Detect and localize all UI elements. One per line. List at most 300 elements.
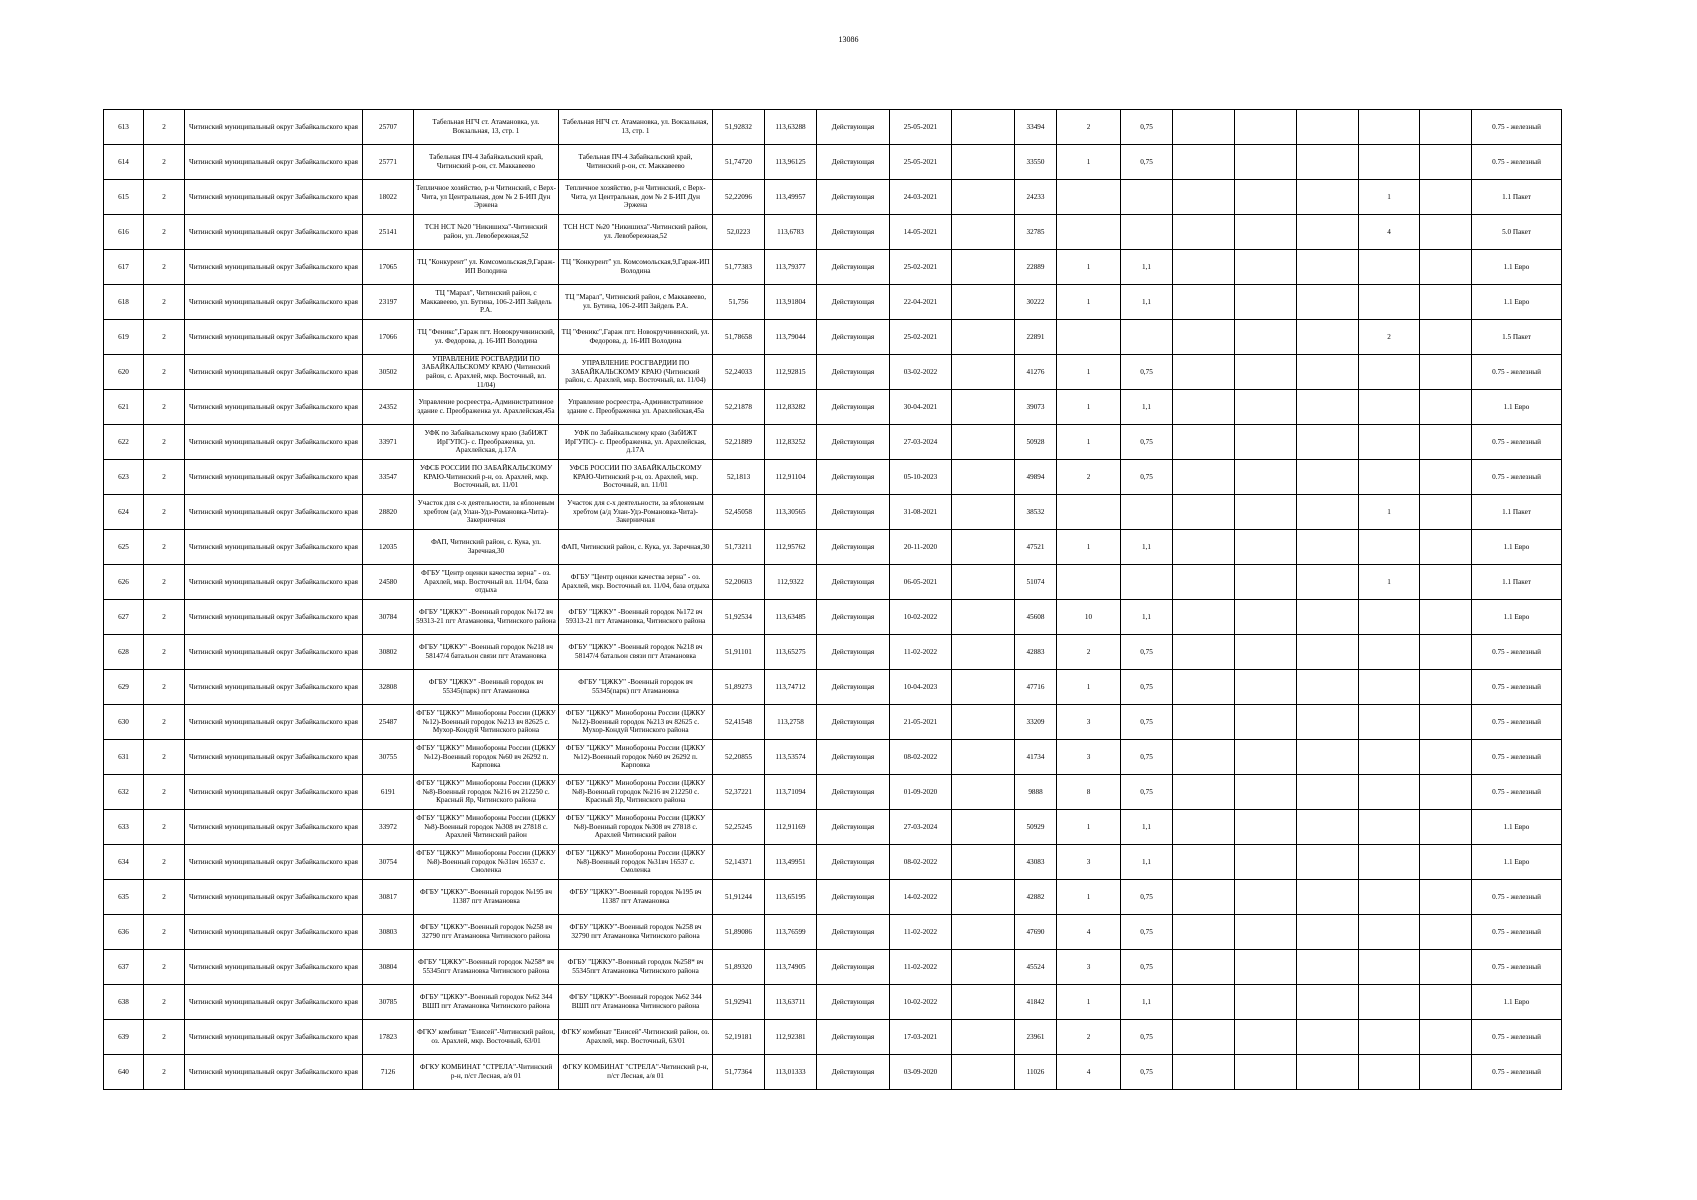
table-cell (414, 915, 559, 950)
cell-text: 0.75 - железный (1492, 927, 1541, 936)
table-cell (952, 530, 1015, 565)
table-cell: Действующая (817, 810, 890, 845)
table-cell: 05-10-2023 (890, 460, 952, 495)
cell-text: ФГБУ "ЦЖКУ" -Военный городок вч 55345(парк) пгт Атамановка (428, 678, 544, 695)
table-cell (1173, 425, 1235, 460)
table-cell: 31-08-2021 (890, 495, 952, 530)
cell-text: Управление росреестра,-Административное здание с. Преображенка ул. Арахлейская,45а (417, 398, 555, 415)
table-cell (1173, 145, 1235, 180)
table-cell (1121, 565, 1173, 600)
table-cell (559, 180, 713, 215)
table-cell: 4 (1057, 1055, 1121, 1090)
table-row (104, 985, 1562, 1020)
table-cell (1235, 110, 1297, 145)
table-cell (1297, 1055, 1359, 1090)
table-cell (952, 740, 1015, 775)
table-cell (414, 1055, 559, 1090)
cell-text: Читинский муниципальный округ Забайкальского края (189, 612, 358, 621)
table-cell: 2 (144, 565, 185, 600)
table-cell (1472, 775, 1562, 810)
table-cell (1359, 145, 1420, 180)
table-cell (1297, 565, 1359, 600)
cell-text: Табельная НГЧ ст. Атамановка, ул. Вокзальная, 13, стр. 1 (432, 118, 540, 135)
table-cell (952, 880, 1015, 915)
table-cell (185, 145, 363, 180)
table-row (104, 775, 1562, 810)
cell-text: ФГБУ "ЦЖКУ"-Военный городок №258* вч 55345пгт Атамановка Читинского района (418, 958, 554, 975)
table-cell (1297, 775, 1359, 810)
table-cell: 17065 (363, 250, 414, 285)
table-row (104, 320, 1562, 355)
table-cell: 52,45058 (713, 495, 765, 530)
table-cell: 33494 (1015, 110, 1057, 145)
table-cell (1235, 880, 1297, 915)
table-cell: 7126 (363, 1055, 414, 1090)
table-cell: 1 (1057, 530, 1121, 565)
table-cell (952, 425, 1015, 460)
cell-text: ФГБУ "ЦЖКУ" Минобороны России (ЦЖКУ №12)-Военный городок №213 вч 82625 с. Мухор-Кондуй Читинского района (416, 709, 556, 735)
table-cell (414, 1020, 559, 1055)
table-cell (1173, 390, 1235, 425)
cell-text: ФГБУ "ЦЖКУ" Минобороны России (ЦЖКУ №8)-Военный городок №216 вч 212250 с. Красный Яр, Читинского района (565, 779, 706, 805)
table-cell: Действующая (817, 530, 890, 565)
table-cell (1420, 880, 1472, 915)
table-cell: 2 (1057, 1020, 1121, 1055)
table-cell: 25-05-2021 (890, 145, 952, 180)
table-cell (1235, 495, 1297, 530)
table-cell (1359, 250, 1420, 285)
table-cell (414, 250, 559, 285)
table-cell (414, 775, 559, 810)
table-cell: 637 (104, 950, 144, 985)
table-cell (1420, 915, 1472, 950)
table-cell (1472, 110, 1562, 145)
table-cell (185, 460, 363, 495)
table-cell: 10 (1057, 600, 1121, 635)
table-cell: 626 (104, 565, 144, 600)
table-cell: 10-02-2022 (890, 600, 952, 635)
table-cell (559, 215, 713, 250)
table-cell (1472, 635, 1562, 670)
table-cell: Действующая (817, 460, 890, 495)
cell-text: ФГБУ "ЦЖКУ"-Военный городок №258 вч 32790 пгт Атамановка Читинского района (419, 923, 553, 940)
table-cell: 631 (104, 740, 144, 775)
cell-text: Читинский муниципальный округ Забайкальского края (189, 402, 358, 411)
table-cell: 41842 (1015, 985, 1057, 1020)
table-cell: 45524 (1015, 950, 1057, 985)
table-cell: 0,75 (1121, 670, 1173, 705)
table-cell (185, 915, 363, 950)
table-cell (1297, 355, 1359, 390)
table-cell (1472, 355, 1562, 390)
table-cell: 10-04-2023 (890, 670, 952, 705)
cell-text: Читинский муниципальный округ Забайкальского края (189, 822, 358, 831)
table-cell: 23961 (1015, 1020, 1057, 1055)
table-cell: 51,756 (713, 285, 765, 320)
table-cell (952, 180, 1015, 215)
table-cell (1057, 215, 1121, 250)
table-cell (1359, 810, 1420, 845)
table-cell (1420, 390, 1472, 425)
table-cell (1173, 740, 1235, 775)
table-cell: 51,92534 (713, 600, 765, 635)
table-cell (952, 320, 1015, 355)
table-cell (1297, 950, 1359, 985)
table-row (104, 215, 1562, 250)
table-cell (414, 425, 559, 460)
table-cell (1173, 215, 1235, 250)
table-cell (1420, 705, 1472, 740)
table-cell: 2 (144, 390, 185, 425)
table-cell (1121, 320, 1173, 355)
cell-text: УПРАВЛЕНИЕ РОСГВАРДИИ ПО ЗАБАЙКАЛЬСКОМУ КРАЮ (Читинский район, с. Арахлей, мкр. Восточный, вл. 11/04) (565, 359, 706, 385)
table-cell: 1,1 (1121, 985, 1173, 1020)
table-cell: 30-04-2021 (890, 390, 952, 425)
table-cell (1235, 530, 1297, 565)
table-cell (1420, 285, 1472, 320)
table-cell: 52,21878 (713, 390, 765, 425)
table-cell (185, 810, 363, 845)
table-cell (414, 110, 559, 145)
table-cell: 2 (144, 950, 185, 985)
table-cell (185, 180, 363, 215)
cell-text: ФГБУ "ЦЖКУ" Минобороны России (ЦЖКУ №12)-Военный городок №213 вч 82625 с. Мухор-Кондуй Читинского района (565, 709, 706, 735)
table-cell (185, 320, 363, 355)
table-cell (414, 320, 559, 355)
table-cell: 25-02-2021 (890, 250, 952, 285)
table-cell: 113,63288 (765, 110, 817, 145)
cell-text: ФГБУ "ЦЖКУ"-Военный городок №258 вч 32790 пгт Атамановка Читинского района (569, 923, 702, 940)
table-cell (414, 880, 559, 915)
table-cell (1297, 530, 1359, 565)
table-cell (1297, 145, 1359, 180)
table-cell (1420, 985, 1472, 1020)
table-cell: 2 (144, 250, 185, 285)
table-cell: 3 (1057, 740, 1121, 775)
table-cell: 17823 (363, 1020, 414, 1055)
table-cell (185, 880, 363, 915)
cell-text: ФГБУ "ЦЖКУ" Минобороны России (ЦЖКУ №12)-Военный городок №60 вч 26292 п. Карповка (565, 744, 706, 770)
table-cell: Действующая (817, 635, 890, 670)
table-cell: 41276 (1015, 355, 1057, 390)
table-cell: 634 (104, 845, 144, 880)
table-cell: 30785 (363, 985, 414, 1020)
table-cell: 51,77383 (713, 250, 765, 285)
table-cell (185, 530, 363, 565)
table-cell: 1 (1057, 880, 1121, 915)
cell-text: ФГБУ "ЦЖКУ" Минобороны России (ЦЖКУ №8)-Военный городок №216 вч 212250 с. Красный Яр, Читинского района (416, 779, 556, 805)
table-cell: 25707 (363, 110, 414, 145)
table-cell (1297, 1020, 1359, 1055)
table-cell (185, 495, 363, 530)
table-cell: 43083 (1015, 845, 1057, 880)
table-cell (1359, 985, 1420, 1020)
cell-text: 0.75 - железный (1492, 367, 1541, 376)
table-cell: 113,91804 (765, 285, 817, 320)
table-cell: 52,37221 (713, 775, 765, 810)
table-cell (414, 495, 559, 530)
table-cell (1420, 950, 1472, 985)
table-cell: 630 (104, 705, 144, 740)
table-cell: 14-05-2021 (890, 215, 952, 250)
table-cell: 30804 (363, 950, 414, 985)
table-row (104, 705, 1562, 740)
table-cell (414, 145, 559, 180)
table-cell: 2 (144, 600, 185, 635)
table-cell: 0,75 (1121, 1055, 1173, 1090)
table-row (104, 250, 1562, 285)
table-cell: 0,75 (1121, 775, 1173, 810)
table-cell (1359, 1055, 1420, 1090)
table-cell (1359, 285, 1420, 320)
table-cell: 52,20855 (713, 740, 765, 775)
table-cell (1173, 915, 1235, 950)
table-cell: 0,75 (1121, 355, 1173, 390)
table-cell: 113,65195 (765, 880, 817, 915)
table-cell: 06-05-2021 (890, 565, 952, 600)
page-number: 13086 (838, 35, 859, 44)
table-cell (1173, 320, 1235, 355)
cell-text: ФГБУ "ЦЖКУ"-Военный городок №62 344 ВШП пгт Атамановка Читинского района (419, 993, 553, 1010)
cell-text: ФГКУ КОМБИНАТ "СТРЕЛА"-Читинский р-н, п/ст Лесная, а/я 01 (562, 1063, 709, 1080)
table-cell (1472, 1020, 1562, 1055)
cell-text: ФГБУ "ЦЖКУ"-Военный городок №258* вч 55345пгт Атамановка Читинского района (567, 958, 704, 975)
table-cell (1359, 915, 1420, 950)
table-cell (559, 635, 713, 670)
table-cell: 33209 (1015, 705, 1057, 740)
table-cell: 0,75 (1121, 110, 1173, 145)
cell-text: 1.1 Евро (1503, 297, 1530, 306)
table-cell: 52,21889 (713, 425, 765, 460)
table-cell: 49894 (1015, 460, 1057, 495)
table-cell: 51,78658 (713, 320, 765, 355)
table-cell: 113,79044 (765, 320, 817, 355)
table-cell: 0,75 (1121, 145, 1173, 180)
cell-text: Читинский муниципальный округ Забайкальского края (189, 647, 358, 656)
table-cell: 0,75 (1121, 635, 1173, 670)
cell-text: ФГБУ "ЦЖКУ" Минобороны России (ЦЖКУ №8)-Военный городок №308 вч 27818 с. Арахлей Читинский район (416, 814, 556, 840)
table-cell (1235, 740, 1297, 775)
table-cell: 25771 (363, 145, 414, 180)
table-cell (1420, 670, 1472, 705)
table-cell (952, 495, 1015, 530)
table-cell (1173, 880, 1235, 915)
table-cell (1472, 145, 1562, 180)
table-cell (414, 355, 559, 390)
table-cell: 11026 (1015, 1055, 1057, 1090)
cell-text: ФГБУ "ЦЖКУ" -Военный городок №218 вч 58147/4 батальон связи пгт Атамановка (568, 643, 703, 660)
table-cell: 618 (104, 285, 144, 320)
cell-text: ТЦ "Феникс",Гараж пгт. Новокручининский, ул. Федорова, д. 16-ИП Володина (561, 328, 710, 345)
table-cell (185, 215, 363, 250)
table-cell (1235, 460, 1297, 495)
table-cell: 622 (104, 425, 144, 460)
table-cell (1420, 775, 1472, 810)
table-cell (414, 530, 559, 565)
table-cell: 1,1 (1121, 530, 1173, 565)
table-cell (559, 985, 713, 1020)
table-cell (1472, 390, 1562, 425)
table-cell (185, 775, 363, 810)
table-cell (1121, 180, 1173, 215)
table-cell: 636 (104, 915, 144, 950)
table-cell (1472, 950, 1562, 985)
table-cell: 2 (144, 810, 185, 845)
table-cell (1359, 775, 1420, 810)
table-cell (952, 670, 1015, 705)
table-cell: 639 (104, 1020, 144, 1055)
table-cell (1235, 810, 1297, 845)
table-cell: 39073 (1015, 390, 1057, 425)
table-cell (185, 705, 363, 740)
table-cell: 2 (1057, 635, 1121, 670)
table-row (104, 1055, 1562, 1090)
table-cell (1173, 495, 1235, 530)
table-cell: 1 (1359, 180, 1420, 215)
cell-text: 0.75 - железный (1492, 1067, 1541, 1076)
table-cell (414, 845, 559, 880)
cell-text: УФСБ РОССИИ ПО ЗАБАЙКАЛЬСКОМУ КРАЮ-Читинский р-н, оз. Арахлей, мкр. Восточный, вл. 11/01 (419, 464, 553, 490)
cell-text: Читинский муниципальный округ Забайкальского края (189, 997, 358, 1006)
table-cell: 8 (1057, 775, 1121, 810)
cell-text: ТЦ "Марал", Читинский район, с Маккавеево, ул. Бутина, 106-2-ИП Зайдель Р.А. (564, 293, 707, 310)
table-cell (1359, 670, 1420, 705)
table-cell: 51074 (1015, 565, 1057, 600)
table-cell: 621 (104, 390, 144, 425)
table-cell (1235, 600, 1297, 635)
table-cell (1420, 355, 1472, 390)
table-cell: 32785 (1015, 215, 1057, 250)
cell-text: 1.1 Евро (1503, 612, 1530, 621)
table-cell (559, 320, 713, 355)
table-cell (559, 110, 713, 145)
table-cell: 28820 (363, 495, 414, 530)
table-cell: 10-02-2022 (890, 985, 952, 1020)
table-cell: 638 (104, 985, 144, 1020)
table-cell: 2 (144, 285, 185, 320)
table-cell (1173, 845, 1235, 880)
table-cell: 03-02-2022 (890, 355, 952, 390)
table-cell (1420, 460, 1472, 495)
table-cell (952, 1055, 1015, 1090)
cell-text: ФГКУ КОМБИНАТ "СТРЕЛА"-Читинский р-н, п/ст Лесная, а/я 01 (419, 1063, 553, 1080)
table-cell: Действующая (817, 145, 890, 180)
table-cell: 50928 (1015, 425, 1057, 460)
table-cell: 1,1 (1121, 810, 1173, 845)
table-cell (1472, 915, 1562, 950)
table-cell: 51,74720 (713, 145, 765, 180)
table-cell (559, 915, 713, 950)
table-cell: 113,63711 (765, 985, 817, 1020)
table-cell (1297, 180, 1359, 215)
table-cell (1297, 425, 1359, 460)
table-cell (414, 565, 559, 600)
table-cell: 51,89086 (713, 915, 765, 950)
cell-text: ТСН НСТ №20 "Никишиха"-Читинский район, ул. Левобережная,52 (424, 223, 548, 240)
table-cell (185, 425, 363, 460)
registry-table-body (104, 110, 1562, 1090)
table-cell: Действующая (817, 425, 890, 460)
cell-text: 0.75 - железный (1492, 157, 1541, 166)
cell-text: 1.1 Евро (1503, 997, 1530, 1006)
table-row (104, 145, 1562, 180)
table-row (104, 355, 1562, 390)
table-cell (1173, 355, 1235, 390)
table-cell: 113,53574 (765, 740, 817, 775)
table-cell (1297, 985, 1359, 1020)
table-cell: 0,75 (1121, 705, 1173, 740)
table-cell (559, 950, 713, 985)
table-cell: 1 (1057, 250, 1121, 285)
table-cell: 112,91169 (765, 810, 817, 845)
table-row (104, 915, 1562, 950)
cell-text: Тепличное хозяйство, р-н Читинский, с Верх-Чита, ул Центральная, дом № 2 Б-ИП Дун Эржена (565, 184, 706, 210)
table-cell (1173, 600, 1235, 635)
table-cell (1472, 250, 1562, 285)
table-cell: 2 (144, 460, 185, 495)
cell-text: ФГБУ "ЦЖКУ" -Военный городок №218 вч 58147/4 батальон связи пгт Атамановка (419, 643, 553, 660)
table-cell: 3 (1057, 845, 1121, 880)
table-cell: 30802 (363, 635, 414, 670)
table-cell: 2 (144, 110, 185, 145)
table-cell: Действующая (817, 1055, 890, 1090)
table-cell: 113,96125 (765, 145, 817, 180)
table-cell: 1 (1359, 495, 1420, 530)
table-cell: 1 (1057, 670, 1121, 705)
table-cell (1121, 215, 1173, 250)
cell-text: Читинский муниципальный округ Забайкальского края (189, 262, 358, 271)
cell-text: ФГБУ "ЦЖКУ"-Военный городок №62 344 ВШП пгт Атамановка Читинского района (569, 993, 702, 1010)
table-cell (1420, 110, 1472, 145)
table-cell (952, 250, 1015, 285)
table-cell: 113,79377 (765, 250, 817, 285)
table-cell: Действующая (817, 390, 890, 425)
table-cell: 112,92381 (765, 1020, 817, 1055)
table-cell (1297, 320, 1359, 355)
table-cell (1472, 320, 1562, 355)
table-cell: 52,0223 (713, 215, 765, 250)
table-cell (559, 705, 713, 740)
table-cell (1121, 495, 1173, 530)
table-cell: 2 (144, 530, 185, 565)
cell-text: Читинский муниципальный округ Забайкальского края (189, 437, 358, 446)
table-cell: 52,1813 (713, 460, 765, 495)
table-cell (1057, 180, 1121, 215)
cell-text: 5.0 Пакет (1502, 227, 1531, 236)
table-cell (1173, 950, 1235, 985)
table-cell (952, 775, 1015, 810)
table-cell (1297, 915, 1359, 950)
table-cell (952, 145, 1015, 180)
table-cell (1297, 390, 1359, 425)
table-cell (1297, 740, 1359, 775)
table-cell (414, 985, 559, 1020)
table-cell: 08-02-2022 (890, 740, 952, 775)
table-cell: 616 (104, 215, 144, 250)
table-cell (1297, 705, 1359, 740)
table-cell (1173, 810, 1235, 845)
table-cell (952, 355, 1015, 390)
table-cell (1297, 250, 1359, 285)
table-cell: Действующая (817, 985, 890, 1020)
cell-text: ТЦ "Марал", Читинский район, с Маккавеево, ул. Бутина, 106-2-ИП Зайдель Р.А. (420, 289, 552, 315)
table-cell: 1 (1057, 810, 1121, 845)
table-cell (559, 530, 713, 565)
table-cell: 33550 (1015, 145, 1057, 180)
table-cell (1420, 810, 1472, 845)
table-cell: Действующая (817, 320, 890, 355)
cell-text: Читинский муниципальный округ Забайкальского края (189, 717, 358, 726)
